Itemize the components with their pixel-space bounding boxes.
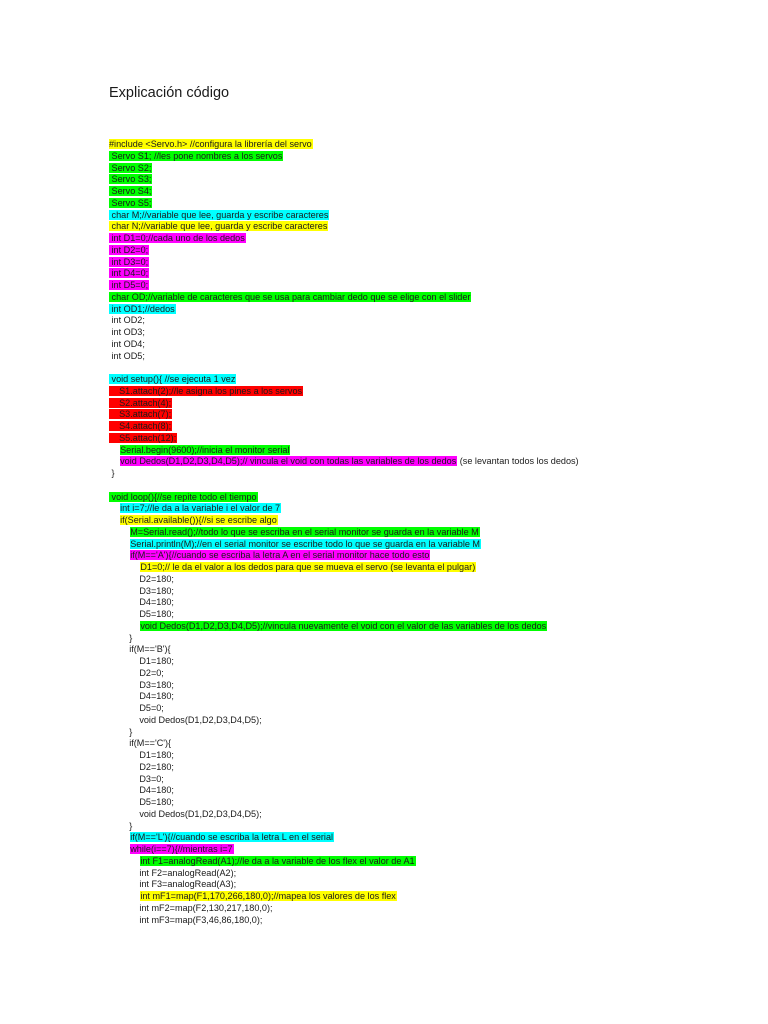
code-listing	[109, 139, 749, 926]
code-line	[109, 257, 749, 269]
code-line	[109, 362, 749, 374]
code-line	[109, 433, 749, 445]
code-line	[109, 656, 749, 668]
code-segment: S3.attach(7);	[109, 409, 172, 420]
code-line	[109, 245, 749, 257]
code-line	[109, 844, 749, 856]
code-segment: void Dedos(D1,D2,D3,D4,D5);// vincula el void con todas las variables de los dedos	[120, 456, 457, 467]
code-segment: int mF2=map(F2,130,217,180,0);	[109, 902, 273, 913]
code-segment: D2=0;	[109, 667, 164, 678]
code-segment: D5=180;	[109, 797, 174, 807]
code-line	[109, 221, 749, 233]
code-line	[109, 797, 749, 809]
code-line	[109, 785, 749, 797]
code-segment: int D4=0;	[109, 268, 149, 279]
document-title: Explicación código	[109, 85, 230, 101]
code-segment: int OD4;	[109, 338, 145, 349]
code-segment	[109, 621, 140, 631]
code-segment: if(M=='L'){//cuando se escriba la letra L en el serial	[130, 832, 334, 843]
code-segment: Servo S5;	[109, 197, 152, 208]
code-segment	[109, 562, 140, 572]
code-segment: if(Serial.available()){//si se escribe algo	[120, 515, 277, 525]
code-segment: void Dedos(D1,D2,D3,D4,D5);	[109, 714, 262, 725]
code-segment	[109, 550, 130, 560]
code-segment	[109, 539, 130, 549]
code-segment: S5.attach(12);	[109, 432, 177, 443]
code-line	[109, 339, 749, 351]
code-segment: void Dedos(D1,D2,D3,D4,D5);//vincula nuevamente el void con el valor de las variables de los dedos	[140, 620, 547, 631]
code-segment: M=Serial.read();//todo lo que se escriba en el serial monitor se guarda en la variable M	[130, 526, 479, 537]
code-segment: int OD5;	[109, 350, 145, 361]
code-segment: if(M=='B'){	[109, 644, 171, 655]
code-line	[109, 821, 749, 833]
code-segment: char M;//variable que lee, guarda y escribe caracteres	[109, 209, 329, 220]
code-line	[109, 480, 749, 492]
code-segment: Servo S1; //les pone nombres a los servos	[109, 150, 283, 161]
code-line	[109, 891, 749, 903]
code-line	[109, 304, 749, 316]
code-segment: S2.attach(4);	[109, 397, 172, 408]
code-line	[109, 562, 749, 574]
code-segment: D5=180;	[109, 609, 174, 619]
code-segment: Serial.println(M);//en el serial monitor se escribe todo lo que se guarda en la variable M	[130, 538, 480, 549]
code-segment: char OD;//variable de caracteres que se usa para cambiar dedo que se elige con el slider	[109, 291, 471, 302]
code-segment: D3=180;	[109, 679, 174, 690]
code-segment: S4.attach(8);	[109, 421, 172, 431]
code-line	[109, 539, 749, 551]
code-line	[109, 574, 749, 586]
code-segment: Servo S2;	[109, 162, 152, 173]
code-segment	[109, 844, 130, 854]
code-segment: D4=180;	[109, 691, 174, 702]
code-segment: D3=0;	[109, 773, 164, 784]
code-segment: if(M=='C'){	[109, 738, 172, 749]
code-segment: #include <Servo.h> //configura la librería del servo	[109, 139, 312, 149]
code-segment: D4=180;	[109, 785, 174, 796]
code-line	[109, 621, 749, 633]
code-segment: void Dedos(D1,D2,D3,D4,D5);	[109, 808, 262, 819]
code-line	[109, 597, 749, 609]
code-segment: Serial.begin(9600);//inicia el monitor serial	[120, 444, 290, 455]
code-segment: D3=180;	[109, 585, 174, 596]
code-segment: int OD3;	[109, 327, 145, 337]
code-segment: (se levantan todos los dedos)	[457, 456, 579, 467]
code-line	[109, 915, 749, 927]
code-line	[109, 586, 749, 598]
code-line	[109, 233, 749, 245]
code-segment: }	[109, 726, 133, 737]
code-segment: }	[109, 468, 115, 478]
code-line	[109, 668, 749, 680]
code-segment: D1=0;// le da el valor a los dedos para que se mueva el servo (se levanta el pulgar)	[140, 562, 476, 572]
code-line	[109, 374, 749, 386]
code-segment: while(i==7){//mientras i=7	[130, 844, 233, 854]
code-line	[109, 550, 749, 562]
code-segment: int F3=analogRead(A3);	[109, 879, 237, 890]
code-segment	[109, 445, 120, 455]
code-line	[109, 903, 749, 915]
code-line	[109, 445, 749, 457]
code-segment: D5=0;	[109, 703, 164, 713]
code-line	[109, 703, 749, 715]
code-line	[109, 680, 749, 692]
code-segment: }	[109, 820, 133, 831]
code-segment: char N;//variable que lee, guarda y escribe caracteres	[109, 221, 328, 232]
code-segment: Servo S4;	[109, 186, 152, 196]
code-segment: void setup(){ //se ejecuta 1 vez	[109, 374, 236, 384]
code-line	[109, 727, 749, 739]
code-segment: D1=180;	[109, 656, 174, 666]
code-segment: Servo S3;	[109, 174, 152, 185]
code-segment: int D2=0;	[109, 244, 149, 255]
code-line	[109, 351, 749, 363]
code-line	[109, 809, 749, 821]
code-segment: int mF3=map(F3,46,86,180,0);	[109, 914, 263, 925]
code-line	[109, 315, 749, 327]
code-line	[109, 832, 749, 844]
code-segment: void loop(){//se repite todo el tiempo	[109, 491, 257, 502]
code-line	[109, 738, 749, 750]
code-segment: int F2=analogRead(A2);	[109, 867, 237, 878]
code-line	[109, 398, 749, 410]
code-segment: }	[109, 632, 133, 643]
code-line	[109, 151, 749, 163]
code-line	[109, 691, 749, 703]
code-line	[109, 386, 749, 398]
code-line	[109, 503, 749, 515]
code-segment: int D5=0;	[109, 280, 149, 290]
code-line	[109, 750, 749, 762]
code-line	[109, 515, 749, 527]
code-line	[109, 774, 749, 786]
code-segment: int OD1;//dedos	[109, 303, 175, 314]
code-line	[109, 210, 749, 222]
code-line	[109, 268, 749, 280]
code-segment	[109, 515, 120, 525]
code-segment	[109, 503, 120, 513]
code-line	[109, 456, 749, 468]
code-line	[109, 409, 749, 421]
code-segment: int D1=0;//cada uno de los dedos	[109, 233, 245, 243]
code-line	[109, 139, 749, 151]
code-segment: D4=180;	[109, 597, 174, 608]
code-line	[109, 468, 749, 480]
code-segment: int D3=0;	[109, 256, 149, 267]
code-segment: int OD2;	[109, 315, 145, 326]
code-segment	[109, 527, 130, 537]
code-line	[109, 198, 749, 210]
code-segment: int mF1=map(F1,170,266,180,0);//mapea los valores de los flex	[140, 891, 396, 901]
code-line	[109, 292, 749, 304]
code-segment: S1.attach(2);//le asigna los pines a los servos	[109, 385, 303, 396]
code-segment	[109, 856, 140, 866]
code-segment	[109, 456, 120, 466]
code-segment: D2=180;	[109, 761, 174, 772]
code-line	[109, 163, 749, 175]
code-line	[109, 609, 749, 621]
code-segment: int F1=analogRead(A1);//le da a la variable de los flex el valor de A1	[140, 855, 415, 866]
code-segment	[109, 891, 140, 901]
code-line	[109, 492, 749, 504]
code-line	[109, 762, 749, 774]
code-line	[109, 644, 749, 656]
code-segment: int i=7;//le da a la variable i el valor de 7	[120, 503, 281, 514]
code-segment: if(M=='A'){//cuando se escriba la letra A en el serial monitor hace todo esto	[130, 550, 430, 561]
code-line	[109, 527, 749, 539]
code-line	[109, 327, 749, 339]
code-line	[109, 174, 749, 186]
code-line	[109, 868, 749, 880]
code-line	[109, 856, 749, 868]
code-segment	[109, 832, 130, 842]
code-segment: D1=180;	[109, 750, 174, 760]
code-line	[109, 879, 749, 891]
code-segment: D2=180;	[109, 573, 174, 584]
code-line	[109, 280, 749, 292]
code-line	[109, 186, 749, 198]
code-line	[109, 421, 749, 433]
code-line	[109, 633, 749, 645]
code-line	[109, 715, 749, 727]
